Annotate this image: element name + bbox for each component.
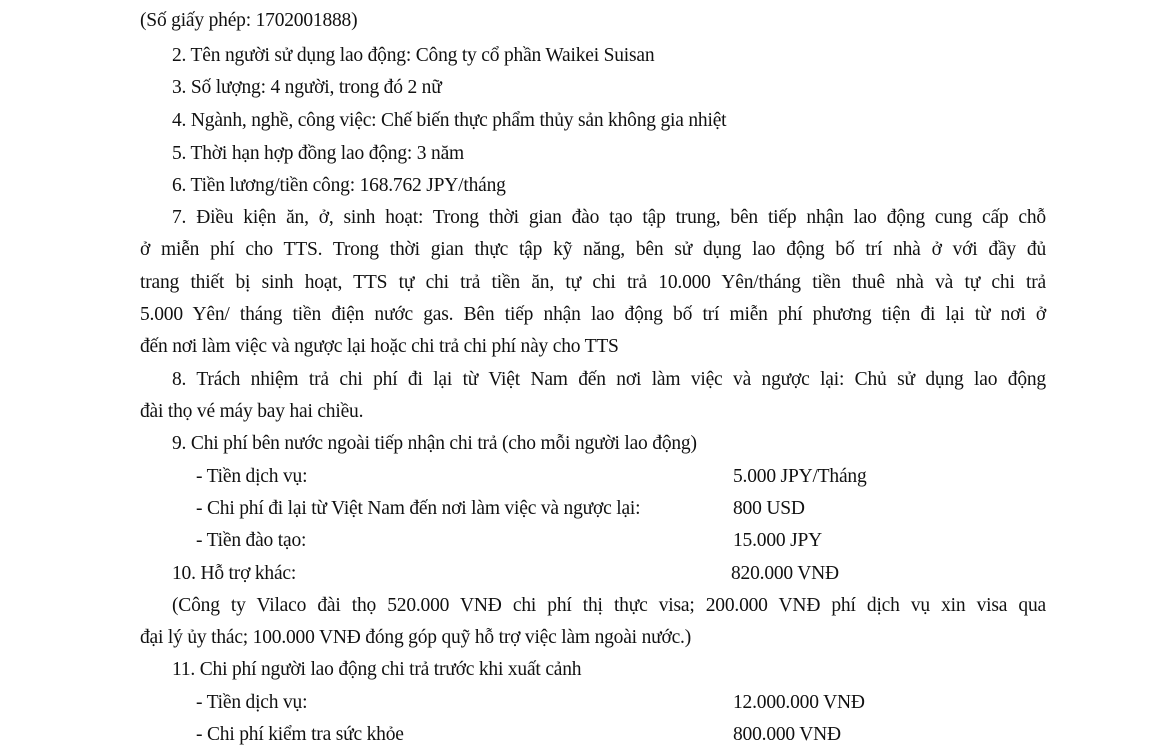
cost-label: - Tiền đào tạo: [196,530,307,551]
cost-value: 800.000 VNĐ [733,724,841,745]
cost-label: - Tiền dịch vụ: [196,692,308,713]
other-support-label: 10. Hỗ trợ khác: [172,563,297,584]
cost-value: 15.000 JPY [733,530,823,551]
cost-label: - Chi phí đi lại từ Việt Nam đến nơi làm việc và ngược lại: [196,498,641,519]
paragraph-line: 5.000 Yên/ tháng tiền điện nước gas. Bên tiếp nhận lao động bố trí miễn phí phương tiện đi lại từ nơi ở [140,304,1046,325]
item-employer: 2. Tên người sử dụng lao động: Công ty cổ phần Waikei Suisan [172,45,655,66]
paragraph-line: đến nơi làm việc và ngược lại hoặc chi trả chi phí này cho TTS [140,336,619,357]
paragraph-line: (Công ty Vilaco đài thọ 520.000 VNĐ chi phí thị thực visa; 200.000 VNĐ phí dịch vụ xin visa qua [172,595,1046,616]
license-number: (Số giấy phép: 1702001888) [140,10,358,31]
clipped-top-line [140,0,1046,6]
cost-label: - Tiền dịch vụ: [196,466,308,487]
paragraph-line: trang thiết bị sinh hoạt, TTS tự chi trả tiền ăn, tự chi trả 10.000 Yên/tháng tiền thuê nhà và tự chi trả [140,272,1046,293]
item-contract-term: 5. Thời hạn hợp đồng lao động: 3 năm [172,143,464,164]
item-occupation: 4. Ngành, nghề, công việc: Chế biến thực phẩm thủy sản không gia nhiệt [172,110,727,131]
paragraph-line: 8. Trách nhiệm trả chi phí đi lại từ Việt Nam đến nơi làm việc và ngược lại: Chủ sử dụng lao động [172,369,1046,390]
foreign-costs-heading: 9. Chi phí bên nước ngoài tiếp nhận chi trả (cho mỗi người lao động) [172,433,697,454]
paragraph-line: đại lý ủy thác; 100.000 VNĐ đóng góp quỹ hỗ trợ việc làm ngoài nước.) [140,627,692,648]
cost-value: 12.000.000 VNĐ [733,692,865,713]
cost-label: - Chi phí kiểm tra sức khỏe [196,724,404,745]
paragraph-line: 7. Điều kiện ăn, ở, sinh hoạt: Trong thời gian đào tạo tập trung, bên tiếp nhận lao động cung cấp chỗ [172,207,1046,228]
paragraph-line: ở miễn phí cho TTS. Trong thời gian thực tập kỹ năng, bên sử dụng lao động bố trí nhà ở với đầy đủ [140,239,1046,260]
paragraph-line: đài thọ vé máy bay hai chiều. [140,401,364,422]
item-quantity: 3. Số lượng: 4 người, trong đó 2 nữ [172,77,442,98]
worker-costs-heading: 11. Chi phí người lao động chi trả trước khi xuất cảnh [172,659,582,680]
cost-value: 800 USD [733,498,805,519]
other-support-value: 820.000 VNĐ [731,563,839,584]
item-salary: 6. Tiền lương/tiền công: 168.762 JPY/tháng [172,175,506,196]
cost-value: 5.000 JPY/Tháng [733,466,867,487]
